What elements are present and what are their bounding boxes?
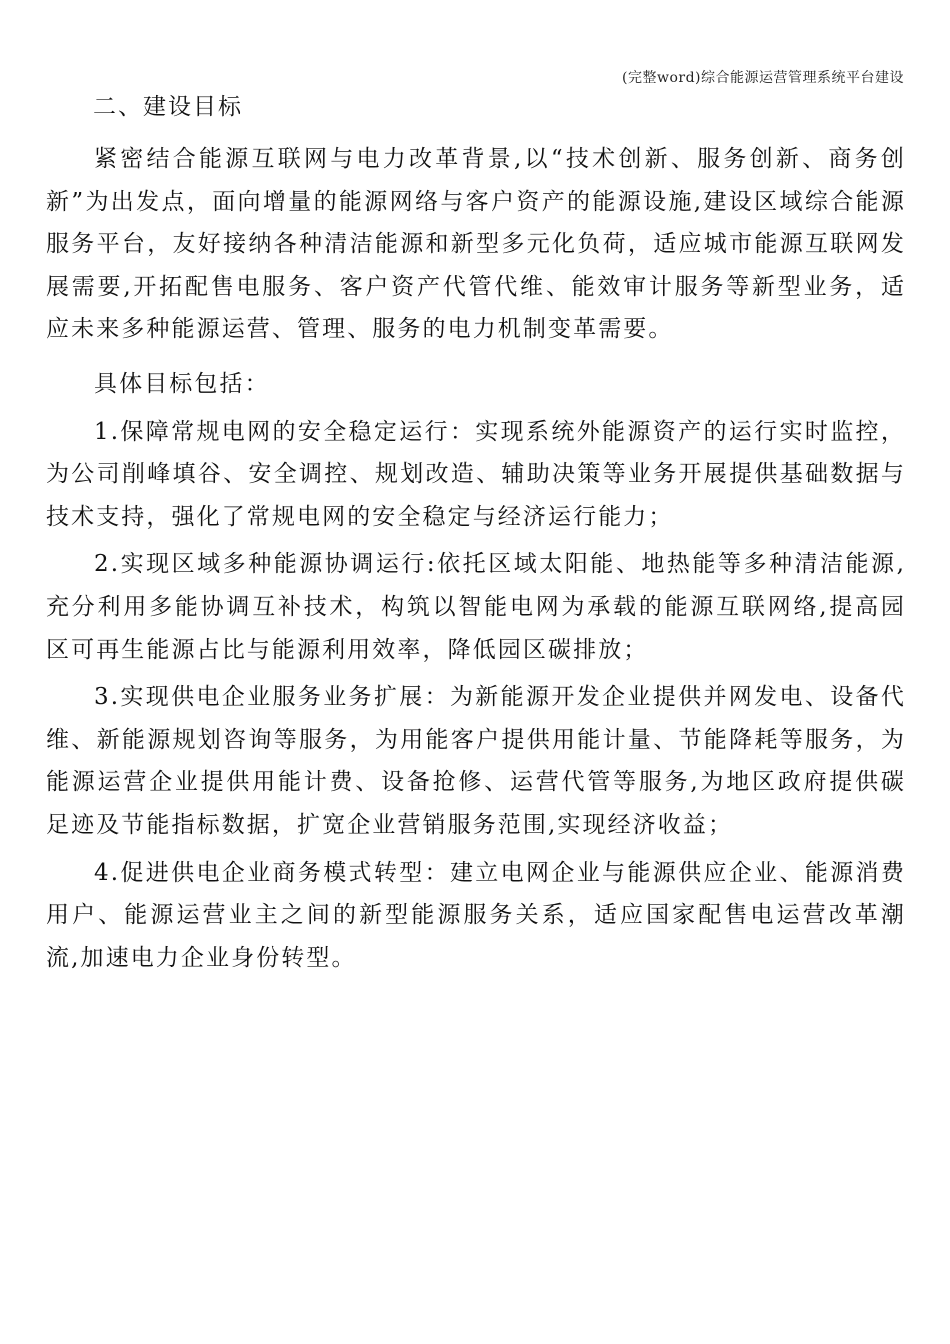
- goal-item-2: 2.实现区域多种能源协调运行:依托区域太阳能、地热能等多种清洁能源,充分利用多能协调互补技术，构筑以智能电网为承载的能源互联网络,提高园区可再生能源占比与能源利用效率，降低园区碳排放；: [46, 551, 906, 663]
- goal-item-3: 3.实现供电企业服务业务扩展：为新能源开发企业提供并网发电、设备代维、新能源规划咨询等服务，为用能客户提供用能计量、节能降耗等服务，为能源运营企业提供用能计费、设备抢修、运营代管等服务,为地区政府提供碳足迹及节能指标数据，扩宽企业营销服务范围,实现经济收益；: [46, 684, 906, 838]
- goal-item-1: 1.保障常规电网的安全稳定运行：实现系统外能源资产的运行实时监控，为公司削峰填谷、安全调控、规划改造、辅助决策等业务开展提供基础数据与技术支持，强化了常规电网的安全稳定与经济运行能力；: [46, 418, 906, 530]
- document-body: [46, 88, 906, 979]
- goals-lead-paragraph: 具体目标包括：: [94, 370, 270, 397]
- running-header-title: (完整word)综合能源运营管理系统平台建设: [622, 70, 904, 86]
- intro-paragraph: 紧密结合能源互联网与电力改革背景,以“技术创新、服务创新、商务创新”为出发点，面向增量的能源网络与客户资产的能源设施,建设区域综合能源服务平台，友好接纳各种清洁能源和新型多元化负荷，适应城市能源互联网发展需要,开拓配售电服务、客户资产代管代维、能效审计服务等新型业务，适应未来多种能源运营、管理、服务的电力机制变革需要。: [46, 146, 906, 343]
- goal-item-4: 4.促进供电企业商务模式转型：建立电网企业与能源供应企业、能源消费用户、能源运营业主之间的新型能源服务关系，适应国家配售电运营改革潮流,加速电力企业身份转型。: [46, 859, 906, 971]
- section-heading: 二、建设目标: [93, 94, 243, 120]
